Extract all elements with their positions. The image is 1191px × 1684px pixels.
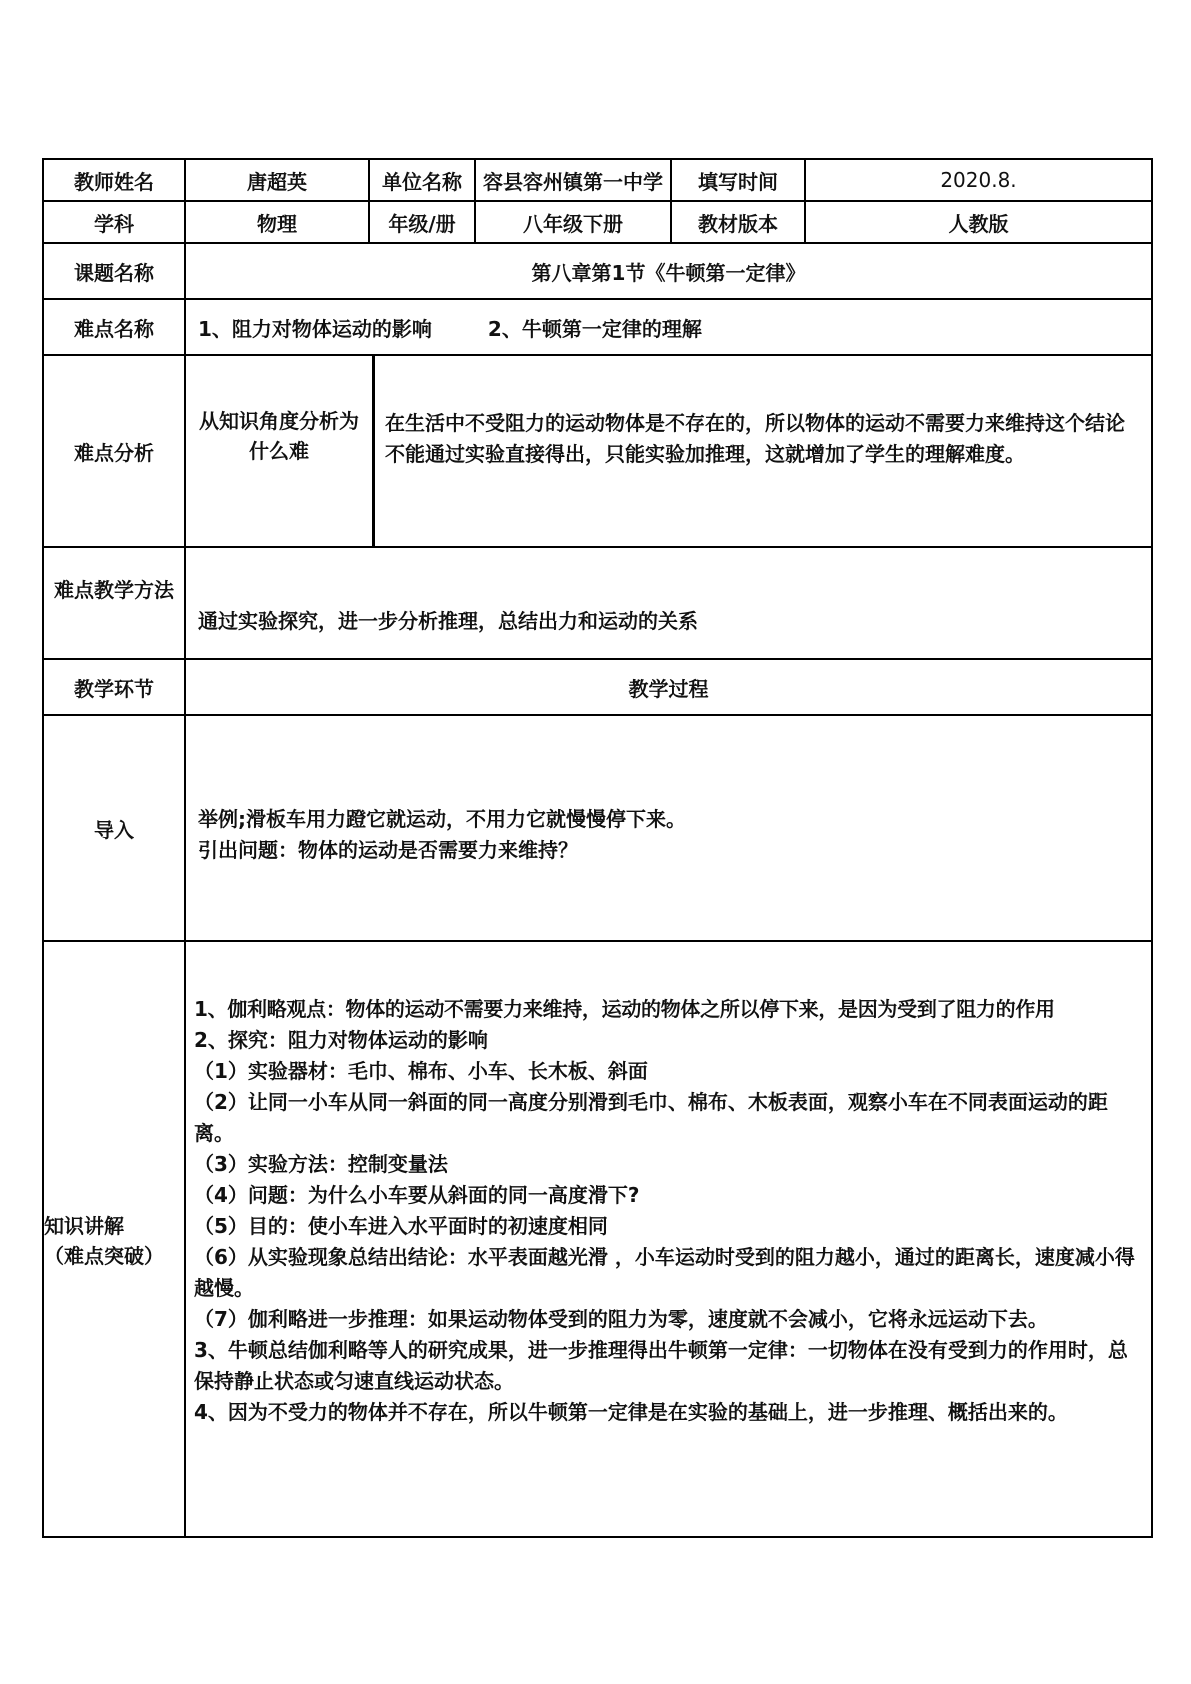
edition-label: 教材版本 <box>670 202 804 242</box>
row-difficulty-name <box>44 300 1151 356</box>
lesson-plan-table <box>42 158 1153 1538</box>
unit-name-label: 单位名称 <box>368 160 474 200</box>
knowledge-label <box>44 942 184 1536</box>
method-label: 难点教学方法 <box>54 577 174 602</box>
method-text: 通过实验探究，进一步分析推理，总结出力和运动的关系 <box>184 548 1151 658</box>
row-intro <box>44 716 1151 942</box>
analysis-sub-label-line2: 什么难 <box>249 439 309 463</box>
analysis-label: 难点分析 <box>74 440 154 465</box>
analysis-sub-label-line1: 从知识角度分析为 <box>199 409 359 433</box>
fill-date-value: 2020.8. <box>804 160 1151 200</box>
difficulty-value <box>184 300 1151 354</box>
knowledge-line: （3）实验方法：控制变量法 <box>194 1152 448 1176</box>
row-teacher-info <box>44 160 1151 202</box>
subject-value: 物理 <box>184 202 368 242</box>
unit-name-value: 容县容州镇第一中学 <box>474 160 670 200</box>
knowledge-label-line2: （难点突破） <box>44 1244 164 1268</box>
intro-line-1: 举例;滑板车用力蹬它就运动，不用力它就慢慢停下来。 <box>198 807 686 831</box>
knowledge-line: 4、因为不受力的物体并不存在，所以牛顿第一定律是在实验的基础上，进一步推理、概括出来的。 <box>194 1400 1068 1424</box>
row-difficulty-analysis <box>44 356 1151 548</box>
teacher-name-value: 唐超英 <box>184 160 368 200</box>
topic-value: 第八章第1节《牛顿第一定律》 <box>184 244 1151 298</box>
row-subject-info <box>44 202 1151 244</box>
grade-label: 年级/册 <box>368 202 474 242</box>
topic-label: 课题名称 <box>74 260 154 285</box>
edition-value: 人教版 <box>804 202 1151 242</box>
knowledge-content <box>184 942 1151 1536</box>
knowledge-line: （4）问题：为什么小车要从斜面的同一高度滑下? <box>194 1183 640 1207</box>
analysis-text: 在生活中不受阻力的运动物体是不存在的，所以物体的运动不需要力来维持这个结论不能通过实验直接得出，只能实验加推理，这就增加了学生的理解难度。 <box>385 411 1125 466</box>
difficulty-item-1: 1、阻力对物体运动的影响 <box>198 316 432 341</box>
knowledge-line: 3、牛顿总结伽利略等人的研究成果，进一步推理得出牛顿第一定律：一切物体在没有受到力的作用时，总保持静止状态或匀速直线运动状态。 <box>194 1338 1128 1393</box>
analysis-text-cell <box>372 356 1151 546</box>
row-teaching-method <box>44 548 1151 660</box>
process-header: 教学过程 <box>184 660 1151 714</box>
knowledge-line: （2）让同一小车从同一斜面的同一高度分别滑到毛巾、棉布、木板表面，观察小车在不同表面运动的距离。 <box>194 1090 1108 1145</box>
difficulty-item-2: 2、牛顿第一定律的理解 <box>487 316 702 341</box>
grade-value: 八年级下册 <box>474 202 670 242</box>
knowledge-label-line1: 知识讲解 <box>44 1214 124 1238</box>
knowledge-line: （1）实验器材：毛巾、棉布、小车、长木板、斜面 <box>194 1059 648 1083</box>
analysis-sub-label <box>184 356 372 546</box>
knowledge-line: 2、探究：阻力对物体运动的影响 <box>194 1028 488 1052</box>
knowledge-line: （7）伽利略进一步推理：如果运动物体受到的阻力为零，速度就不会减小，它将永远运动下去。 <box>194 1307 1048 1331</box>
row-topic <box>44 244 1151 300</box>
intro-label: 导入 <box>94 817 134 842</box>
intro-line-2: 引出问题：物体的运动是否需要力来维持？ <box>198 838 578 862</box>
knowledge-line: （5）目的：使小车进入水平面时的初速度相同 <box>194 1214 608 1238</box>
intro-content <box>184 716 1151 940</box>
subject-label: 学科 <box>94 211 134 236</box>
fill-date-label: 填写时间 <box>670 160 804 200</box>
row-process-header <box>44 660 1151 716</box>
difficulty-label: 难点名称 <box>74 316 154 341</box>
row-knowledge <box>44 942 1151 1536</box>
knowledge-line: （6）从实验现象总结出结论：水平表面越光滑 ，小车运动时受到的阻力越小，通过的距离长，速度减小得越慢。 <box>194 1245 1135 1300</box>
stage-header: 教学环节 <box>74 676 154 701</box>
teacher-name-label: 教师姓名 <box>74 169 154 194</box>
knowledge-line: 1、伽利略观点：物体的运动不需要力来维持，运动的物体之所以停下来，是因为受到了阻力的作用 <box>194 997 1055 1021</box>
